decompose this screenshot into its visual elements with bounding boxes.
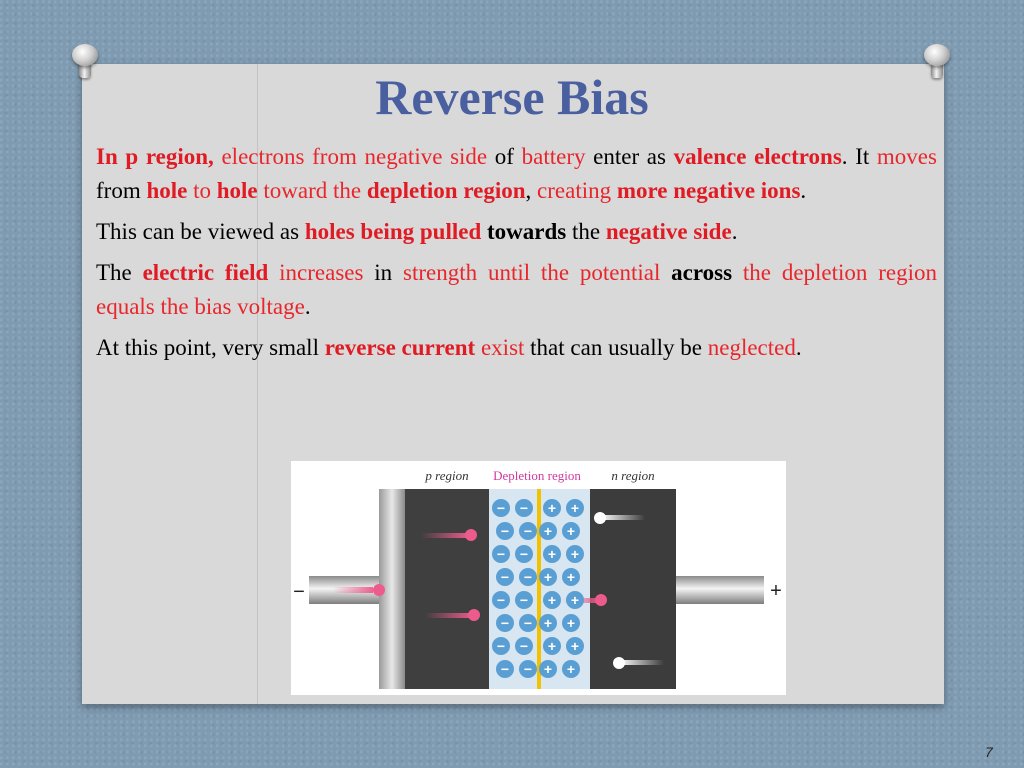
negative-ion-sign: −	[496, 546, 506, 562]
positive-ion-sign: +	[570, 592, 580, 608]
text-run: that can usually be	[524, 335, 708, 360]
label-p-region: p region	[425, 468, 469, 483]
n-hole	[594, 512, 606, 524]
text-run: moves	[876, 144, 937, 169]
positive-ion-sign: +	[570, 500, 580, 516]
paragraph-electric-field	[96, 256, 937, 324]
label-depletion-region: Depletion region	[493, 468, 581, 483]
text-run: depletion region	[366, 178, 526, 203]
p-electron	[468, 609, 480, 621]
text-run: electrons from negative side	[221, 144, 488, 169]
negative-ion-sign: −	[496, 638, 506, 654]
p-electron	[465, 529, 477, 541]
text-run: toward the	[263, 178, 362, 203]
text-run: across	[671, 260, 733, 285]
text-run: exist	[480, 335, 525, 360]
text-run: the depletion region equals the bias voltage	[96, 260, 938, 319]
text-run: electric field	[142, 260, 269, 285]
junction-line	[537, 489, 541, 689]
positive-ion-sign: +	[547, 592, 557, 608]
positive-ion-sign: +	[570, 546, 580, 562]
text-run: to	[193, 178, 211, 203]
negative-ion-sign: −	[523, 661, 533, 677]
positive-ion-sign: +	[547, 546, 557, 562]
text-run: more negative ions	[616, 178, 801, 203]
lead-electron	[373, 584, 385, 596]
text-run: At this point, very small	[96, 335, 325, 360]
text-run: hole	[146, 178, 188, 203]
junction-hole	[595, 594, 607, 606]
text-run: In p region,	[96, 144, 214, 169]
text-run: . It	[841, 144, 877, 169]
terminal-negative: −	[293, 581, 305, 603]
text-run: .	[795, 335, 802, 360]
text-run: .	[731, 219, 738, 244]
positive-ion-sign: +	[570, 638, 580, 654]
negative-ion-sign: −	[523, 523, 533, 539]
negative-ion-sign: −	[523, 569, 533, 585]
positive-ion-sign: +	[543, 569, 553, 585]
reverse-bias-diagram	[291, 461, 786, 695]
text-run: ,	[525, 178, 538, 203]
right-lead	[676, 576, 764, 604]
text-run: strength until the potential	[403, 260, 661, 285]
slide-title: Reverse Bias	[375, 69, 649, 125]
text-run: valence electrons	[673, 144, 842, 169]
p-region-block	[405, 489, 489, 689]
text-run: holes being pulled	[304, 219, 482, 244]
p-electron-trail	[425, 613, 471, 618]
text-run: in	[363, 260, 404, 285]
negative-ion-sign: −	[519, 500, 529, 516]
text-run: .	[304, 294, 311, 319]
paragraph-holes-pulled	[96, 215, 937, 249]
positive-ion-sign: +	[543, 523, 553, 539]
paragraph-reverse-current	[96, 331, 937, 365]
text-run	[732, 260, 743, 285]
negative-ion-sign: −	[523, 615, 533, 631]
text-run: the	[566, 219, 606, 244]
text-run: negative side	[605, 219, 732, 244]
negative-ion-sign: −	[519, 546, 529, 562]
pn-junction-figure	[291, 461, 786, 695]
negative-ion-sign: −	[519, 592, 529, 608]
text-run: This can be viewed as	[96, 219, 305, 244]
negative-ion-sign: −	[500, 523, 510, 539]
n-hole	[613, 657, 625, 669]
positive-ion-sign: +	[566, 569, 576, 585]
positive-ion-sign: +	[566, 661, 576, 677]
text-run	[268, 260, 279, 285]
negative-ion-sign: −	[496, 500, 506, 516]
negative-ion-sign: −	[500, 661, 510, 677]
positive-ion-sign: +	[566, 523, 576, 539]
text-run: .	[800, 178, 807, 203]
negative-ion-sign: −	[500, 569, 510, 585]
text-run: creating	[537, 178, 612, 203]
positive-ion-sign: +	[566, 615, 576, 631]
positive-ion-sign: +	[543, 661, 553, 677]
positive-ion-sign: +	[547, 500, 557, 516]
negative-ion-sign: −	[500, 615, 510, 631]
text-run: increases	[279, 260, 364, 285]
positive-ion-sign: +	[543, 615, 553, 631]
slide-body	[96, 140, 937, 372]
negative-ion-sign: −	[519, 638, 529, 654]
slide-number: 7	[985, 744, 993, 760]
text-run: battery	[521, 144, 586, 169]
label-n-region: n region	[611, 468, 655, 483]
n-hole-trail	[624, 660, 664, 665]
p-electron-trail	[421, 533, 467, 538]
paragraph-p-region	[96, 140, 937, 208]
text-run: enter as	[585, 144, 674, 169]
text-run: neglected	[707, 335, 796, 360]
text-run: of	[487, 144, 522, 169]
text-run	[660, 260, 671, 285]
text-run: reverse current	[324, 335, 476, 360]
positive-ion-sign: +	[547, 638, 557, 654]
text-run: from	[96, 178, 147, 203]
text-run: towards	[486, 219, 567, 244]
text-run: The	[96, 260, 143, 285]
text-run: hole	[216, 178, 258, 203]
lead-electron-trail	[333, 587, 373, 593]
negative-ion-sign: −	[496, 592, 506, 608]
n-hole-trail	[605, 515, 645, 520]
terminal-positive: +	[770, 580, 782, 602]
